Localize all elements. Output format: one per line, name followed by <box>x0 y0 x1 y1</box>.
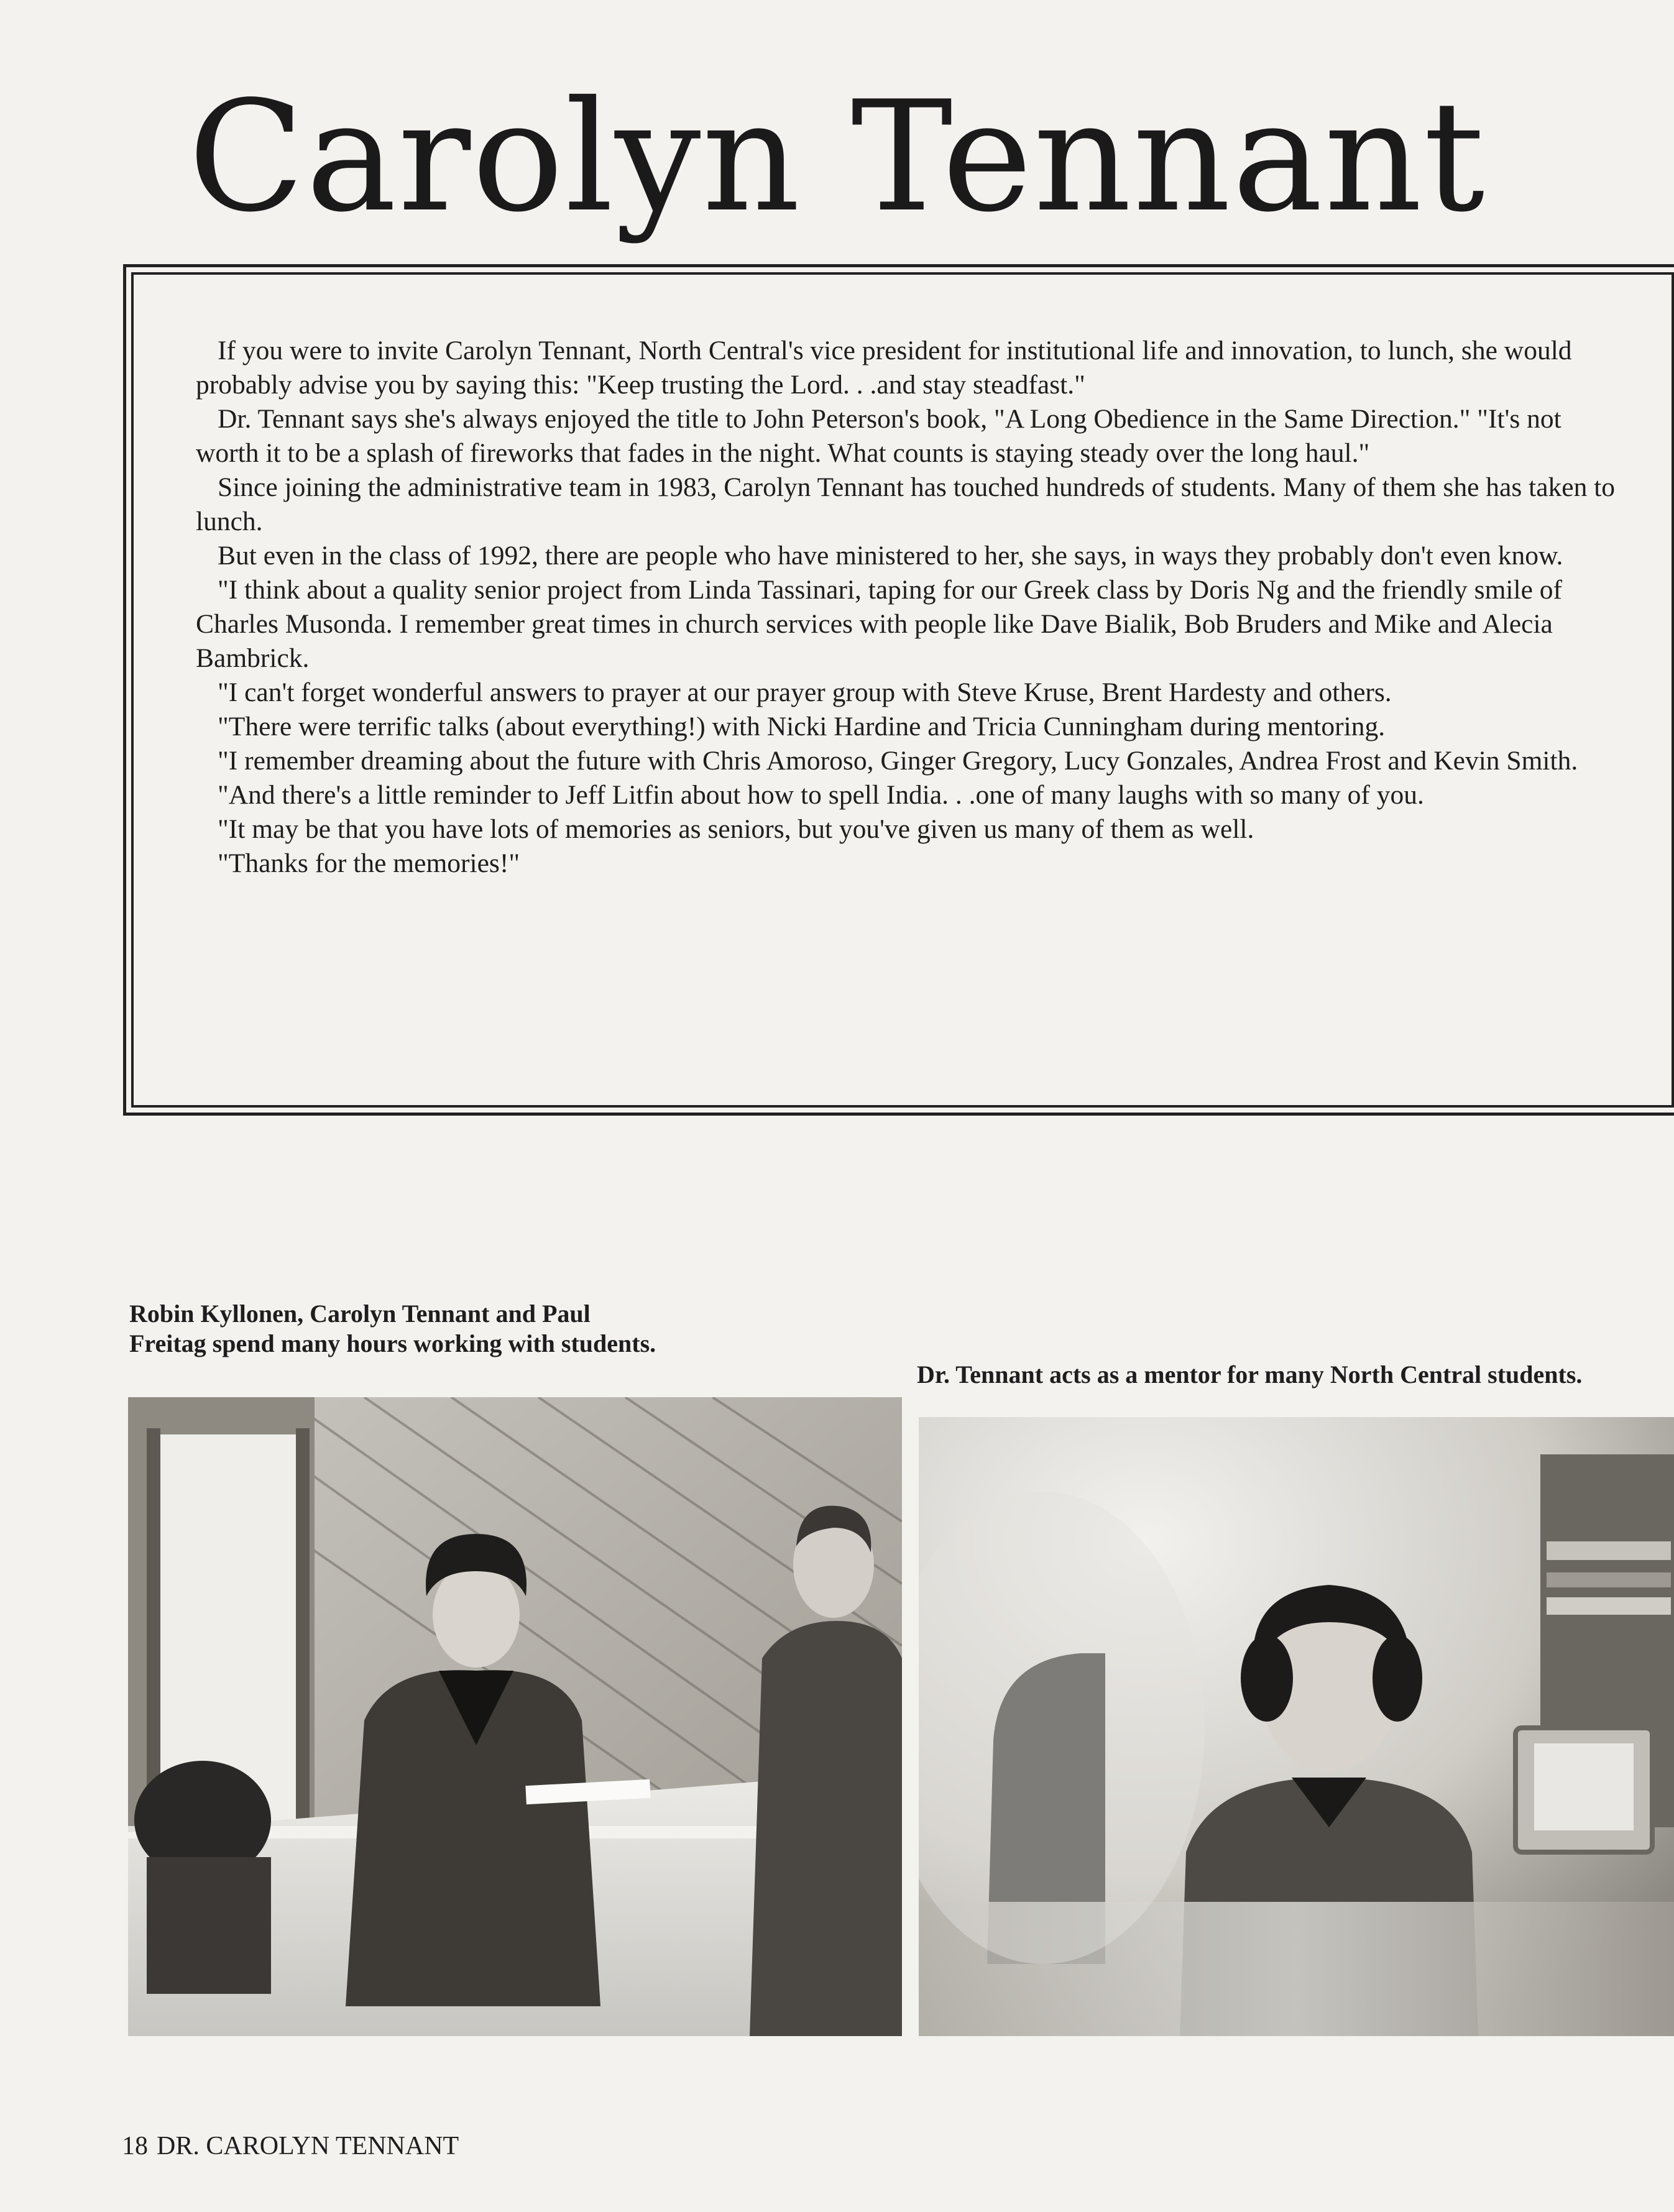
section-name: DR. CAROLYN TENNANT <box>157 2132 459 2160</box>
page-footer <box>122 2133 467 2159</box>
article-paragraph: "I remember dreaming about the future with Chris Amoroso, Ginger Gregory, Lucy Gonzales, Andrea Frost and Kevin Smith. <box>218 746 1578 776</box>
article-paragraph: Dr. Tennant says she's always enjoyed the title to John Peterson's book, "A Long Obedience in the Same Direction." "It's not worth it to be a splash of fireworks that fades in the night. What counts is staying steady over the long haul." <box>196 404 1561 468</box>
article-box <box>131 272 1674 1108</box>
article-body <box>196 334 1616 881</box>
office-counter-photo <box>128 1397 902 2036</box>
article-paragraph: "I think about a quality senior project from Linda Tassinari, taping for our Greek class by Doris Ng and the friendly smile of Charles Musonda. I remember great times in church services with people like Dave Bialik, Bob Bruders and Mike and Alecia Bambrick. <box>196 575 1562 673</box>
article-paragraph: "I can't forget wonderful answers to prayer at our prayer group with Steve Kruse, Brent Hardesty and others. <box>218 677 1392 707</box>
left-photo-caption: Robin Kyllonen, Carolyn Tennant and Paul Freitag spend many hours working with students. <box>129 1300 656 1357</box>
article-frame <box>123 264 1674 1116</box>
article-paragraph: "And there's a little reminder to Jeff Litfin about how to spell India. . .one of many laughs with so many of you. <box>218 780 1424 810</box>
article-paragraph: But even in the class of 1992, there are people who have ministered to her, she says, in ways they probably don't even know. <box>218 541 1563 571</box>
right-photo-caption: Dr. Tennant acts as a mentor for many North Central students. <box>917 1361 1583 1388</box>
article-paragraph: "Thanks for the memories!" <box>218 848 520 878</box>
page-title: Carolyn Tennant <box>188 68 1486 246</box>
article-paragraph: If you were to invite Carolyn Tennant, North Central's vice president for institutional life and innovation, to lunch, she would probably advise you by saying this: "Keep trusting the Lord. . .and stay steadfast." <box>196 336 1572 400</box>
article-paragraph: Since joining the administrative team in 1983, Carolyn Tennant has touched hundreds of students. Many of them she has taken to lunch. <box>196 472 1616 536</box>
page-number: 18 <box>122 2132 148 2160</box>
desk-portrait-photo <box>919 1417 1674 2036</box>
article-paragraph: "There were terrific talks (about everything!) with Nicki Hardine and Tricia Cunningham during mentoring. <box>218 712 1386 741</box>
article-paragraph: "It may be that you have lots of memories as seniors, but you've given us many of them as well. <box>218 814 1254 844</box>
